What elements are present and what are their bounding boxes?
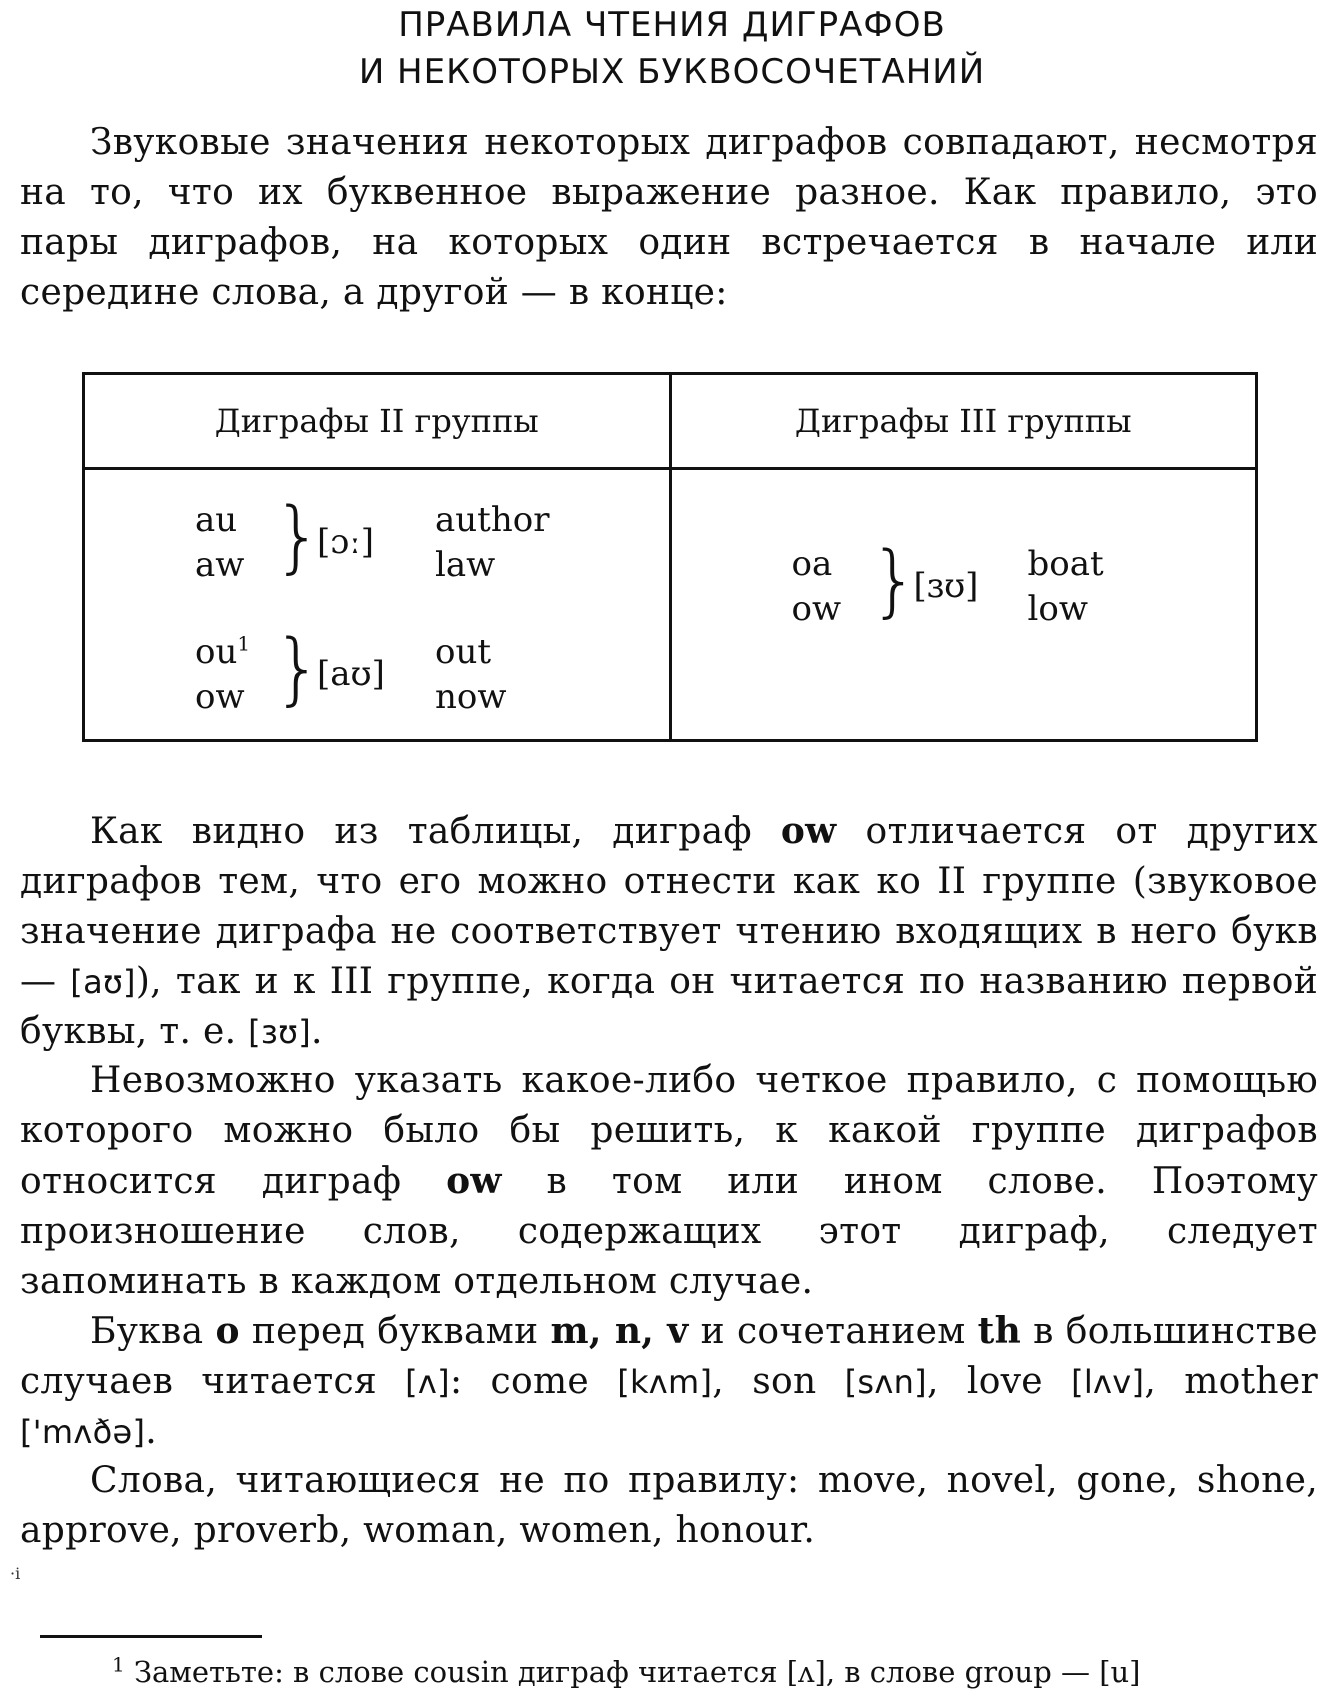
brace-icon: }	[273, 492, 323, 582]
stray-mark: ·i	[10, 1564, 21, 1583]
transcription: [kʌm]	[617, 1363, 713, 1401]
text: : come	[449, 1361, 618, 1402]
brace-icon: }	[869, 536, 920, 626]
digraph-list	[792, 542, 842, 632]
title-line-2: И НЕКОТОРЫХ БУКВОСОЧЕТАНИЙ	[358, 52, 986, 92]
footnote-mark: 1	[237, 631, 251, 656]
text: Невозможно указать какое-либо четкое правило, с помощью которого можно было бы решить, к какой группе диграфов относится диграф	[20, 1060, 1318, 1202]
text: и сочетанием	[688, 1311, 978, 1352]
digraph: ow	[791, 589, 842, 629]
text: , mother	[1144, 1361, 1318, 1402]
group-3-cell	[670, 469, 1257, 741]
example-list	[435, 498, 549, 588]
page-title	[0, 2, 1344, 96]
example-list	[435, 630, 506, 720]
paragraph-no-rule	[20, 1056, 1318, 1307]
digraph: oa	[791, 544, 833, 584]
text: в том или ином слове. Поэтому произношение слов, содержащих этот диграф, следует запоминать в каждом отдельном случае.	[20, 1161, 1318, 1302]
example-word: out	[435, 632, 492, 672]
example-word: law	[435, 545, 496, 585]
group-2-cell	[84, 469, 671, 741]
intro-paragraph: Звуковые значения некоторых диграфов совпадают, несмотря на то, что их буквенное выражение разное. Как правило, это пары диграфов, на которых один встречается в начале или середине слова, а другой — в конце:	[20, 122, 1318, 313]
footnote-mark: 1	[112, 1652, 125, 1677]
transcription: [ʌ]	[405, 1363, 450, 1401]
sound-transcription: [aʊ]	[317, 654, 385, 694]
text: , son	[712, 1361, 845, 1402]
digraph-list	[195, 630, 250, 720]
brace-icon: }	[273, 624, 323, 714]
bold-term: ow	[780, 810, 837, 852]
header-group-2: Диграфы II группы	[84, 374, 671, 469]
paragraph-exceptions: Слова, читающиеся не по правилу: move, novel, gone, shone, approve, proverb, woman, women, honour.	[20, 1460, 1318, 1551]
digraph-group-au-aw	[195, 492, 635, 588]
footnote	[112, 1652, 1322, 1692]
bold-term: ow	[446, 1160, 502, 1202]
paragraph-letter-o	[20, 1306, 1318, 1457]
transcription: [ɜʊ]	[248, 1013, 312, 1051]
bold-term: m, n, v	[550, 1310, 689, 1352]
footnote-divider	[40, 1635, 262, 1638]
footnote-text: Заметьте: в слове cousin диграф читается [ʌ], в слове group — [u]	[133, 1655, 1141, 1689]
paragraph-ow-groups	[20, 806, 1318, 1057]
digraph-group-oa-ow	[791, 536, 1232, 632]
text: .	[145, 1411, 157, 1452]
bold-term: o	[215, 1310, 240, 1352]
text: отличается от других диграфов тем, что его можно отнести как ко II группе (звуковое значение диграфа не соответствует чтению входящих в него букв —	[20, 811, 1318, 1002]
digraph-group-ou-ow	[195, 624, 635, 720]
bold-term: th	[977, 1310, 1022, 1352]
text: , love	[926, 1361, 1072, 1402]
digraph: aw	[195, 545, 245, 585]
digraph-text: ou	[195, 632, 238, 672]
example-word: boat	[1027, 544, 1104, 584]
digraph	[195, 630, 250, 675]
text: ), так и к III группе, когда он читается по названию первой буквы, т. е.	[20, 961, 1319, 1052]
text: Как видно из таблицы, диграф	[90, 811, 781, 852]
example-word: low	[1027, 589, 1088, 629]
transcription: [lʌv]	[1071, 1363, 1145, 1401]
sound-transcription: [ɔː]	[317, 522, 375, 562]
text: Буква	[90, 1311, 216, 1352]
transcription: [sʌn]	[844, 1363, 927, 1401]
digraph: ow	[195, 677, 245, 717]
text: в большинстве случаев читается	[20, 1311, 1318, 1402]
text: .	[311, 1011, 323, 1052]
transcription: ['mʌðə]	[20, 1413, 146, 1451]
header-group-3: Диграфы III группы	[670, 374, 1257, 469]
example-list	[1028, 542, 1104, 632]
example-word: author	[435, 500, 550, 540]
title-line-1: ПРАВИЛА ЧТЕНИЯ ДИГРАФОВ	[398, 5, 946, 45]
digraph-list	[195, 498, 244, 588]
digraph: au	[195, 500, 238, 540]
example-word: now	[435, 677, 507, 717]
sound-transcription: [ɜʊ]	[913, 566, 979, 606]
text: перед буквами	[239, 1311, 551, 1352]
digraph-table	[82, 372, 1258, 742]
transcription: [aʊ]	[70, 963, 136, 1001]
